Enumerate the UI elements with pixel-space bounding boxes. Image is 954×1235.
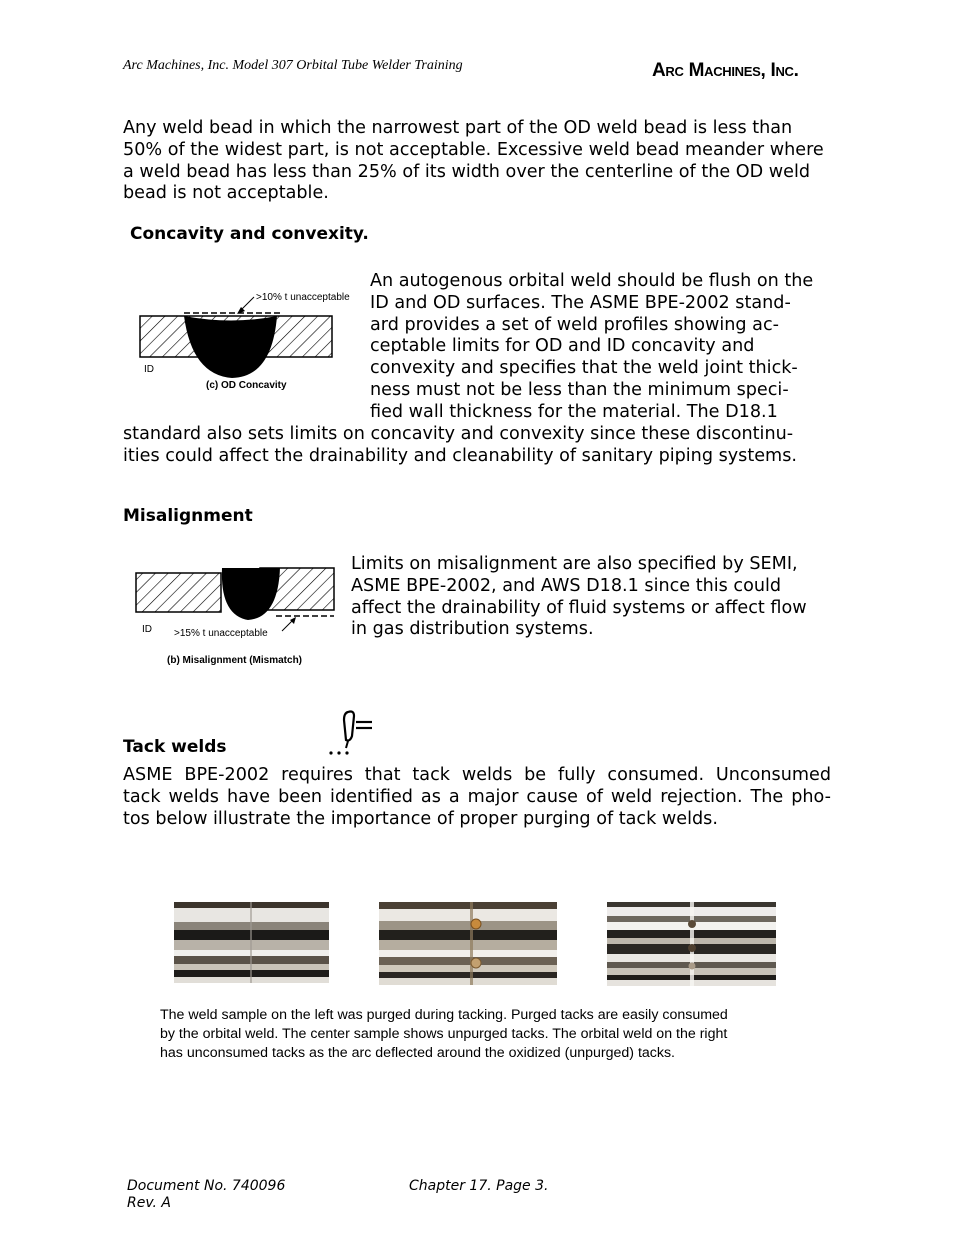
- od-concavity-diagram: [132, 285, 362, 395]
- document-header-title: Arc Machines, Inc. Model 307 Orbital Tube Welder Training: [123, 58, 463, 73]
- concavity-figure-caption: (c) OD Concavity: [206, 380, 287, 391]
- misalignment-figure: [130, 560, 345, 670]
- revision: Rev. A: [127, 1195, 171, 1211]
- concavity-paragraph-wrapped: An autogenous orbital weld should be flush on the ID and OD surfaces. The ASME BPE-2002 stand- ard provides a set of weld profiles showing ac- ceptable limits for OD and ID concavity and convexity and specifies that the weld joint thick- ness must not be less than the minimum speci- fied wall thickness for the material. The D18.1: [370, 271, 814, 422]
- misalignment-heading: Misalignment: [123, 506, 253, 526]
- misalignment-id-label: ID: [142, 624, 152, 635]
- misalignment-paragraph: Limits on misalignment are also specified by SEMI, ASME BPE-2002, and AWS D18.1 since this could affect the drainability of fluid systems or affect flow in gas distribution systems.: [351, 554, 807, 640]
- tack-welds-heading: Tack welds: [123, 737, 227, 757]
- weld-photo-unpurged: [379, 902, 557, 985]
- intro-paragraph: Any weld bead in which the narrowest part of the OD weld bead is less than 50% of the widest part, is not acceptable. Excessive weld bead meander where a weld bead has less than 25% of its width over the centerline of the OD weld bead is not acceptable.: [123, 118, 824, 204]
- concavity-heading: Concavity and convexity.: [130, 224, 369, 244]
- tack-welds-paragraph: ASME BPE-2002 requires that tack welds be fully consumed. Unconsumed tack welds have been identified as a major cause of weld rejection. The pho- tos below illustrate the importance of proper purging of tack welds.: [123, 765, 831, 829]
- photo-caption: The weld sample on the left was purged during tacking. Purged tacks are easily consumed by the orbital weld. The center sample shows unpurged tacks. The orbital weld on the right has unconsumed tacks as the arc deflected around the oxidized (unpurged) tacks.: [160, 1007, 728, 1061]
- concavity-limit-label: >10% t unacceptable: [256, 292, 350, 303]
- document-number: Document No. 740096: [127, 1178, 286, 1194]
- od-concavity-figure: [132, 285, 362, 395]
- misalignment-diagram: [130, 560, 345, 670]
- company-logo: Arc Machines, Inc.: [652, 60, 799, 81]
- concavity-id-label: ID: [144, 364, 154, 375]
- page-number: Chapter 17. Page 3.: [409, 1178, 549, 1194]
- weld-photo-purged: [174, 902, 329, 983]
- misalignment-limit-label: >15% t unacceptable: [174, 628, 268, 639]
- misalignment-figure-caption: (b) Misalignment (Mismatch): [167, 655, 303, 666]
- weld-photo-unconsumed: [607, 902, 776, 986]
- concavity-paragraph-full: standard also sets limits on concavity and convexity since these discontinu- ities could affect the drainability and cleanability of sanitary piping systems.: [123, 424, 797, 466]
- footer-doc-info: [127, 1178, 285, 1212]
- torch-icon: [326, 708, 376, 758]
